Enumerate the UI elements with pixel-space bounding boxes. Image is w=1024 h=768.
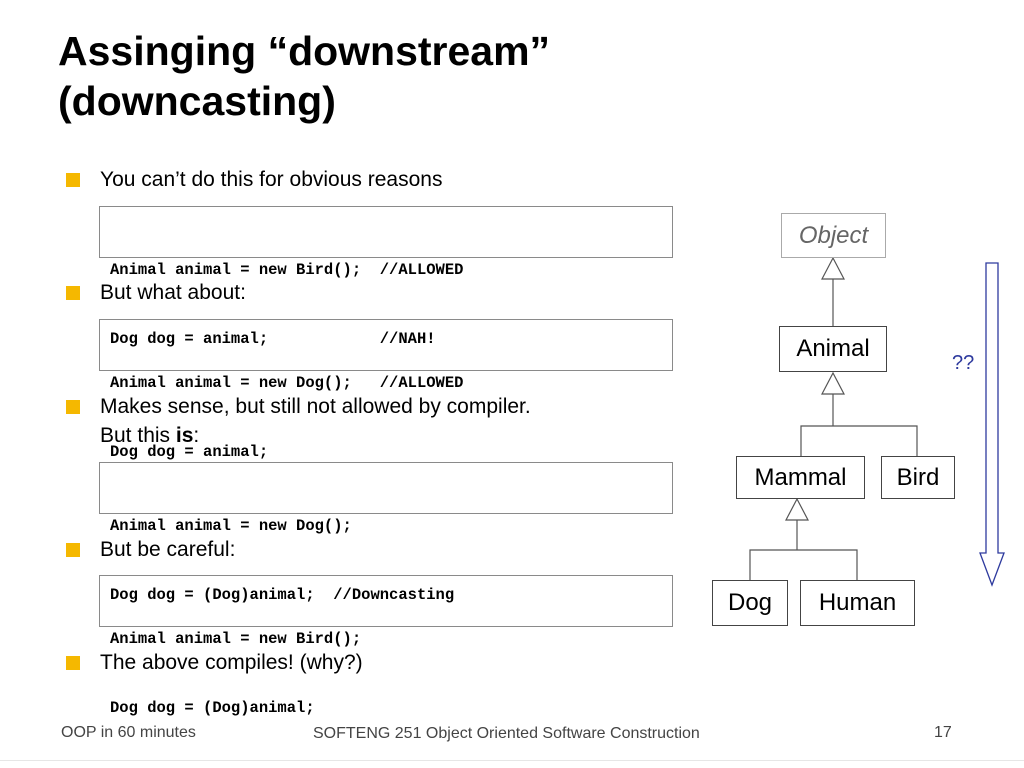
node-animal: Animal <box>779 326 887 372</box>
inheritance-arrowhead <box>786 499 808 520</box>
bullet-text-prefix: But this <box>100 424 176 447</box>
bullet-text: Makes sense, but still not allowed by compiler. <box>100 395 531 418</box>
inheritance-line <box>750 550 857 580</box>
code-line: Dog dog = (Dog)animal; <box>110 699 315 717</box>
title-line-2: (downcasting) <box>58 78 336 124</box>
node-object: Object <box>781 213 886 258</box>
node-bird: Bird <box>881 456 955 499</box>
code-line: Animal animal = new Dog(); //ALLOWED <box>110 374 464 392</box>
title-line-1: Assinging “downstream” <box>58 28 551 74</box>
inheritance-line <box>801 426 917 456</box>
code-line: Animal animal = new Bird(); <box>110 630 362 648</box>
bullet-text: You can’t do this for obvious reasons <box>100 168 443 191</box>
inheritance-arrowhead <box>822 258 844 279</box>
bottom-divider <box>0 760 1024 761</box>
code-line: Animal animal = new Dog(); <box>110 517 352 535</box>
downcast-arrow <box>980 263 1004 585</box>
inheritance-arrowhead <box>822 373 844 394</box>
node-human: Human <box>800 580 915 626</box>
bullet-text: But what about: <box>100 281 246 304</box>
arrow-label: ?? <box>952 352 975 374</box>
footer-center: SOFTENG 251 Object Oriented Software Construction <box>313 725 700 742</box>
node-mammal: Mammal <box>736 456 865 499</box>
code-line: Dog dog = (Dog)animal; //Downcasting <box>110 586 455 604</box>
code-line: Animal animal = new Bird(); //ALLOWED <box>110 261 464 279</box>
node-dog: Dog <box>712 580 788 626</box>
bullet-text-suffix: : <box>193 424 200 447</box>
code-line: Dog dog = animal; <box>110 443 269 461</box>
footer-left: OOP in 60 minutes <box>61 724 196 741</box>
bullet-text: But be careful: <box>100 538 236 561</box>
bullet-text: The above compiles! (why?) <box>100 651 363 674</box>
code-line: Dog dog = animal; //NAH! <box>110 330 436 348</box>
bullet-text-bold: is <box>175 424 194 447</box>
page-number: 17 <box>934 724 952 741</box>
